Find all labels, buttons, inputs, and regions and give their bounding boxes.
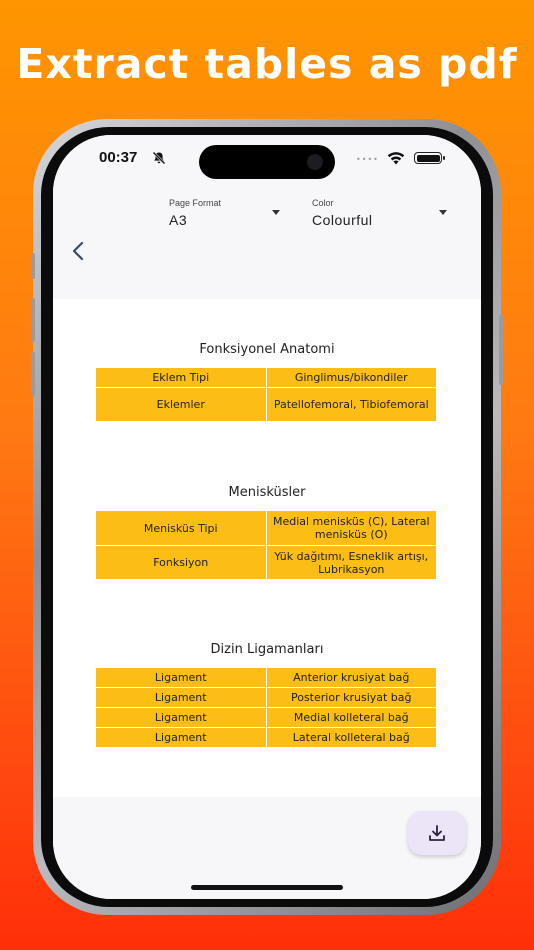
table-row bbox=[96, 668, 437, 688]
table-cell: Ligament bbox=[96, 708, 267, 728]
status-time: 00:37 bbox=[99, 149, 138, 166]
color-label: Color bbox=[312, 198, 334, 208]
table-row bbox=[96, 546, 437, 580]
table-title: Fonksiyonel Anatomi bbox=[199, 342, 335, 357]
battery-icon bbox=[414, 152, 442, 164]
table-cell: Medial menisküs (C), Lateral menisküs (O) bbox=[266, 511, 437, 546]
status-bar bbox=[53, 135, 481, 181]
table-row bbox=[96, 511, 437, 546]
volume-down-button bbox=[31, 352, 35, 396]
bell-slash-icon bbox=[152, 151, 166, 165]
wifi-icon bbox=[387, 151, 405, 165]
download-button[interactable] bbox=[408, 811, 466, 855]
table-row bbox=[96, 388, 437, 422]
action-button bbox=[31, 253, 35, 279]
data-table bbox=[95, 510, 437, 580]
table-cell: Menisküs Tipi bbox=[96, 511, 267, 546]
table-row bbox=[96, 728, 437, 748]
page-format-label: Page Format bbox=[169, 198, 222, 208]
table-cell: Ligament bbox=[96, 728, 267, 748]
chevron-down-icon[interactable] bbox=[439, 210, 447, 215]
cellular-signal-icon: •••• bbox=[356, 155, 379, 164]
pdf-preview bbox=[53, 299, 481, 797]
table-row bbox=[96, 708, 437, 728]
chevron-down-icon[interactable] bbox=[272, 210, 280, 215]
table-cell: Yük dağıtımı, Esneklik artışı, Lubrikasyon bbox=[266, 546, 437, 580]
power-button bbox=[499, 315, 503, 385]
data-table bbox=[95, 667, 437, 748]
table-cell: Ligament bbox=[96, 668, 267, 688]
table-row bbox=[96, 368, 437, 388]
table-title: Menisküsler bbox=[228, 485, 306, 500]
page-format-value[interactable]: A3 bbox=[169, 212, 188, 228]
color-value[interactable]: Colourful bbox=[312, 212, 373, 228]
table-cell: Eklem Tipi bbox=[96, 368, 267, 388]
app-bar bbox=[53, 181, 481, 299]
volume-up-button bbox=[31, 298, 35, 342]
chevron-left-icon[interactable] bbox=[69, 239, 89, 263]
table-cell: Eklemler bbox=[96, 388, 267, 422]
table-row bbox=[96, 688, 437, 708]
table-cell: Patellofemoral, Tibiofemoral bbox=[266, 388, 437, 422]
table-cell: Ginglimus/bikondiler bbox=[266, 368, 437, 388]
download-icon bbox=[428, 824, 446, 842]
table-cell: Anterior krusiyat bağ bbox=[266, 668, 437, 688]
headline: Extract tables as pdf bbox=[16, 40, 518, 88]
table-cell: Lateral kolleteral bağ bbox=[266, 728, 437, 748]
home-indicator[interactable] bbox=[191, 885, 343, 890]
data-table bbox=[95, 367, 437, 422]
table-cell: Medial kolleteral bağ bbox=[266, 708, 437, 728]
dynamic-island bbox=[199, 145, 335, 179]
table-cell: Posterior krusiyat bağ bbox=[266, 688, 437, 708]
table-cell: Ligament bbox=[96, 688, 267, 708]
table-title: Dizin Ligamanları bbox=[210, 642, 324, 657]
camera-icon bbox=[307, 154, 323, 170]
table-cell: Fonksiyon bbox=[96, 546, 267, 580]
phone-screen bbox=[53, 135, 481, 899]
